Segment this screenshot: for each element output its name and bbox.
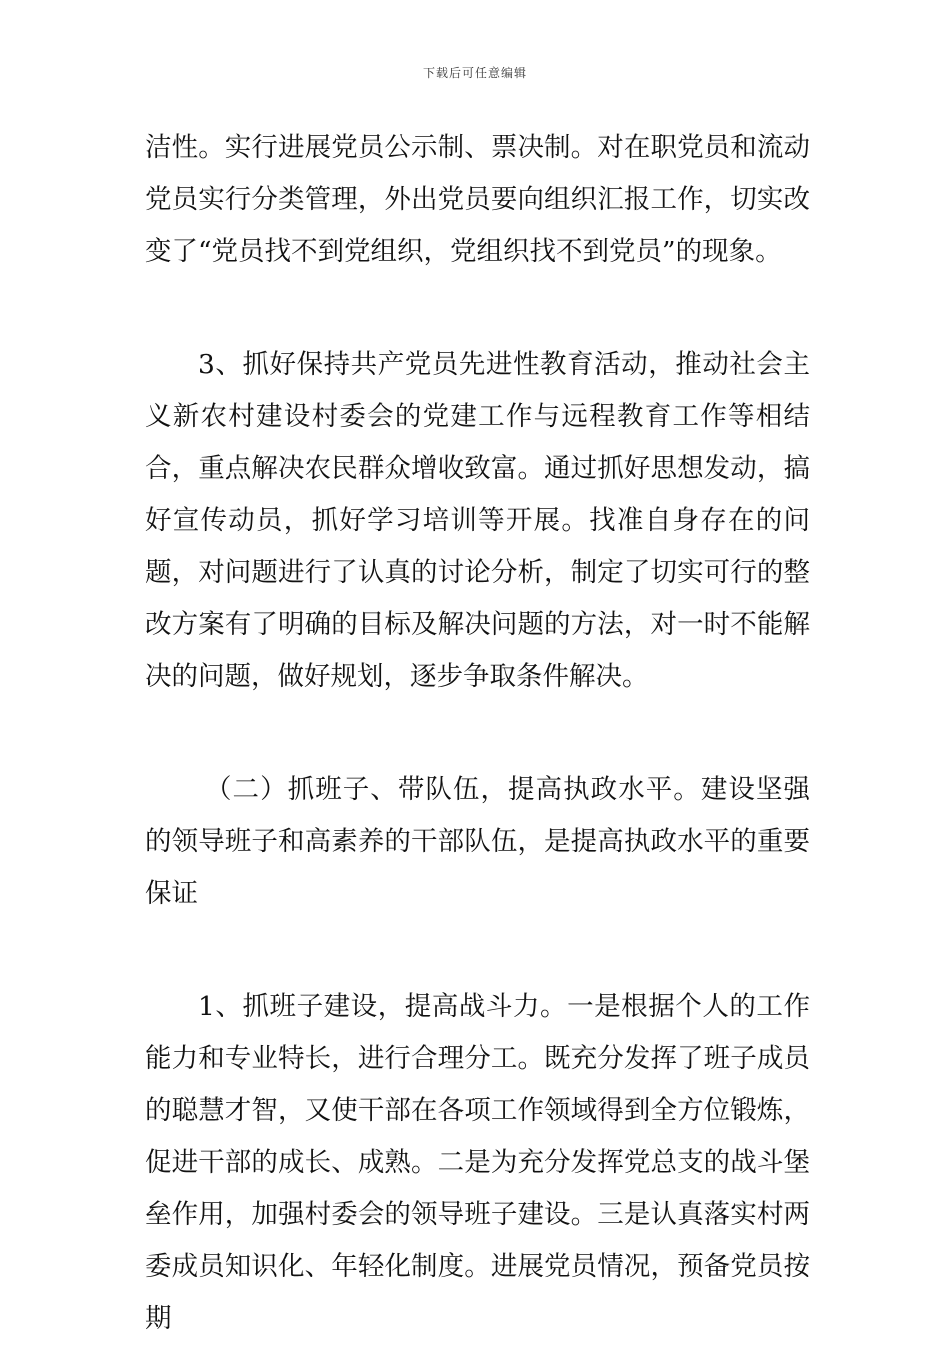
section-heading-2: （二）抓班子、带队伍，提高执政水平。建设坚强的领导班子和高素养的干部队伍，是提高执政水平的重要保证 xyxy=(145,774,810,909)
paragraph-gap xyxy=(145,920,810,981)
paragraph-gap xyxy=(145,703,810,764)
paragraph-item-3: 3、抓好保持共产党员先进性教育活动，推动社会主义新农村建设村委会的党建工作与远程教育工作等相结合，重点解决农民群众增收致富。通过抓好思想发动，搞好宣传动员，抓好学习培训等开展。找准自身存在的问题，对问题进行了认真的讨论分析，制定了切实可行的整改方案有了明确的目标及解决问题的方法，对一时不能解决的问题，做好规划，逐步争取条件解决。 xyxy=(145,349,810,692)
paragraph-gap xyxy=(145,278,810,339)
page-header: 下载后可任意编辑 xyxy=(422,66,527,80)
paragraph-continuation: 洁性。实行进展党员公示制、票决制。对在职党员和流动党员实行分类管理，外出党员要向组织汇报工作，切实改变了“党员找不到党组织，党组织找不到党员”的现象。 xyxy=(145,132,810,267)
paragraph-item-1: 1、抓班子建设，提高战斗力。一是根据个人的工作能力和专业特长，进行合理分工。既充分发挥了班子成员的聪慧才智，又使干部在各项工作领域得到全方位锻炼，促进干部的成长、成熟。二是为充分发挥党总支的战斗堡垒作用，加强村委会的领导班子建设。三是认真落实村两委成员知识化、年轻化制度。进展党员情况，预备党员按期 xyxy=(145,991,810,1334)
document-body xyxy=(145,122,810,1345)
